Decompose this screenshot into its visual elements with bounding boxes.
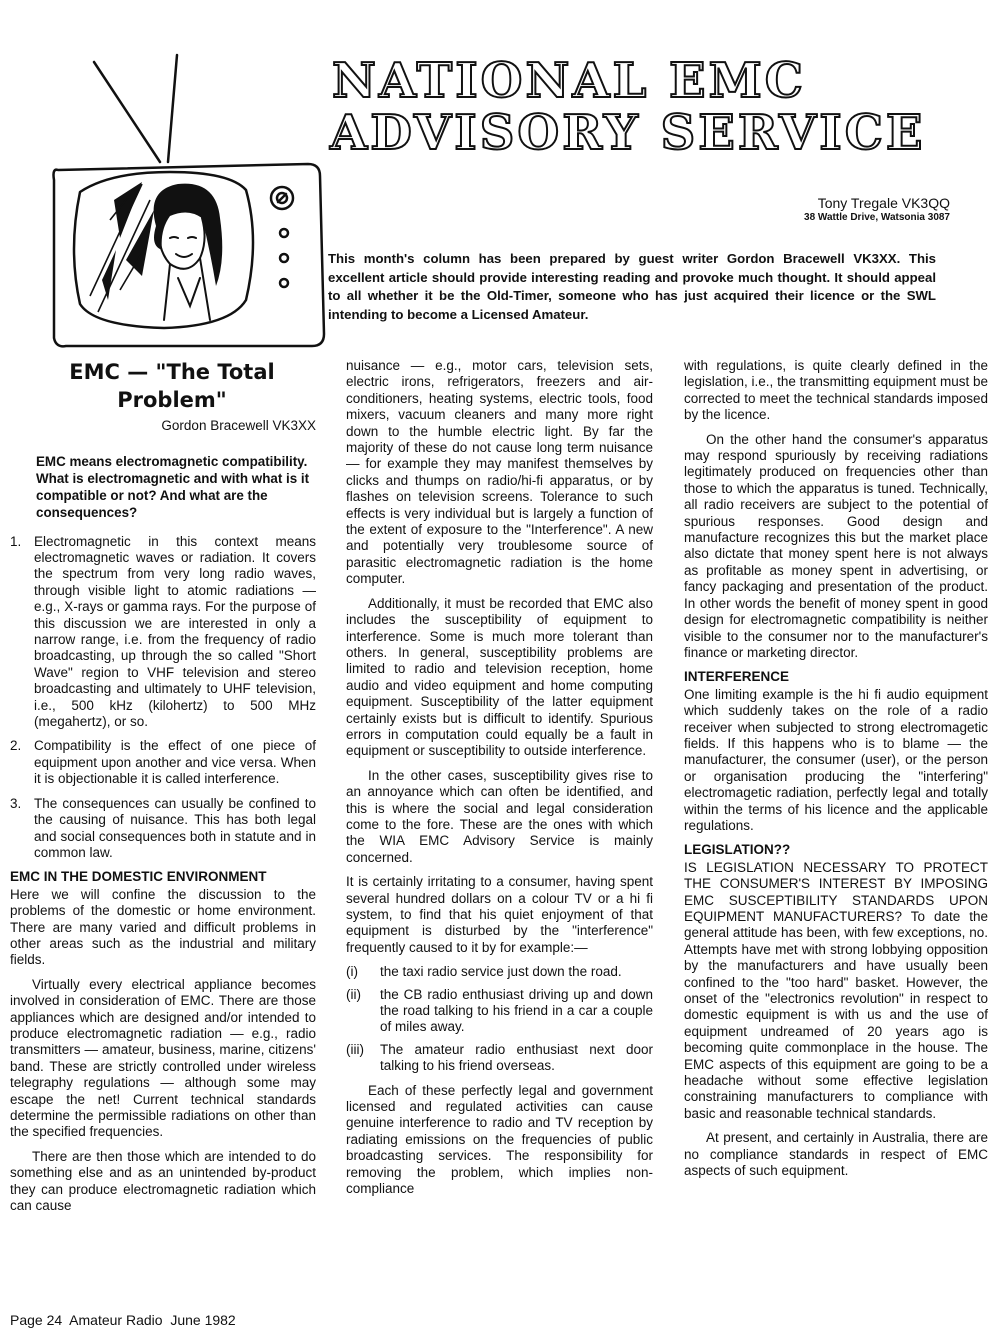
- list-item: [10, 534, 316, 731]
- woman-face: [159, 218, 204, 269]
- list-text: The amateur radio enthusiast next door talking to his friend overseas.: [380, 1041, 653, 1074]
- paragraph: It is certainly irritating to a consumer, having spent several hundred dollars on a colour TV or a hi fi system, to find that his quiet enjoyment of that equipment is disturbed by the "interference" frequently caused to it by for example:—: [346, 874, 653, 955]
- tv-knob: [280, 229, 288, 237]
- list-item: [346, 964, 653, 980]
- list-text: Compatibility is the effect of one piece of equipment upon another and vice versa. When it is objectionable it is called interference.: [34, 738, 316, 787]
- list-number: (i): [346, 964, 358, 980]
- paragraph: Virtually every electrical appliance becomes involved in consideration of EMC. There are those appliances which are designed and/or intended to produce electromagnetic radiation — e.g., radio transmitters — amateur, business, marine, citizens' band. These are strictly controlled under wireless telegraphy regulations — although some may escape the net! Current technical standards determine the permissible radiations on other than the specified frequencies.: [10, 976, 316, 1140]
- column-1: [10, 358, 316, 1222]
- paragraph: nuisance — e.g., motor cars, television sets, electric irons, refrigerators, freezers and air-conditioners, heating systems, electric tools, food mixers, vacuum cleaners and many more right down to the humble electric light. By far the majority of these do not cause long term nuisance — for example they may manifest themselves by clicks and thumps on radio/hi-fi apparatus, or by flashes on television screens. Tolerance to such effects is very individual but is largely a function of the extent of exposure to the "Interference". A new and potentially very troublesome source of parasitic electromagnetic radiation is the home computer.: [346, 358, 653, 587]
- author-address: 38 Wattle Drive, Watsonia 3087: [804, 212, 950, 223]
- column-2: [346, 358, 653, 1206]
- list-number: 3.: [10, 795, 22, 811]
- tv-knob: [280, 279, 288, 287]
- antenna-right: [168, 55, 177, 162]
- list-number: (ii): [346, 986, 361, 1002]
- page-title: [330, 55, 960, 159]
- column-3: [684, 358, 988, 1188]
- paragraph: One limiting example is the hi fi audio equipment which suddenly takes on the role of a radio receiver when subjected to strong electromagetic fields. If this happens who is to blame — the manufacturer, the consumer (user), or the person or organisation producing the "interfering" electromagetic radiation, perfectly legal and totally within the terms of his licence and the applicable regulations.: [684, 686, 988, 833]
- list-number: (iii): [346, 1041, 364, 1057]
- paragraph: Additionally, it must be recorded that EMC also includes the susceptibility of equipment to interference. Some is much more tolerant than others. In general, susceptibility problems are limited to radio and television reception, home audio and video equipment and home computing equipment. Susceptibility of the latter equipment certainly exists but is difficult to identify. Spurious errors in computation could equally be a fault in equipment or susceptibility to outside interference.: [346, 595, 653, 759]
- title-line-1: NATIONAL EMC: [332, 53, 806, 109]
- title-line-2: ADVISORY SERVICE: [330, 105, 926, 161]
- antenna-left: [94, 62, 160, 162]
- list-number: 1.: [10, 533, 22, 549]
- tv-illustration: [50, 50, 330, 350]
- examples-list: [346, 964, 653, 1074]
- list-item: [10, 796, 316, 862]
- woman-hair: [154, 184, 223, 286]
- paragraph: At present, and certainly in Australia, there are no compliance standards in respect of EMC aspects of such equipment.: [684, 1130, 988, 1179]
- article-lead: EMC means electromagnetic compatibility. What is electromagnetic and with what is it compatible or not? And what are the consequences?: [36, 454, 310, 520]
- list-text: Electromagnetic in this context means electromagnetic waves or radiation. It covers the spectrum from very long radio waves, through visible light to atomic radiations — e.g., X-rays or gamma rays. For the purpose of this discussion we are interested in only a narrow range, i.e. from the frequency of radio broadcasting, up through the so called "Short Wave" region to VHF television and stereo broadcasting and ultimately to UHF television, i.e., 500 kHz (kilohertz) to 500 MHz (megahertz), or so.: [34, 533, 316, 730]
- list-item: [10, 738, 316, 787]
- paragraph: Here we will confine the discussion to the problems of the domestic or home environment. There are many varied and difficult problems in other areas such as the industrial and military fields.: [10, 886, 316, 968]
- list-number: 2.: [10, 738, 22, 754]
- paragraph: Each of these perfectly legal and government licensed and regulated activities can cause genuine interference to radio and TV reception by radiating emissions on the frequencies of public broadcasting services. The responsibility for removing the problem, which implies non-compliance: [346, 1082, 653, 1197]
- paragraph: IS LEGISLATION NECESSARY TO PROTECT THE CONSUMER'S INTEREST BY IMPOSING EMC SUSCEPTIBILITY STANDARDS UPON EQUIPMENT MANUFACTURERS? To date the general attitude has been, with few exceptions, no. Attempts have met with strong lobbying opposition by the manufacturers and have usually been confined to the "too hard" basket. However, the onset of the "electronics revolution" in respect to domestic equipment is with us and the use of equipment undreamed of 20 years ago is becoming quite commonplace in the house. The EMC aspects of this equipment are going to be a headache without some effective legislation constraining manufacturers to compliance with basic and reasonable technical standards.: [684, 859, 988, 1121]
- section-heading-legislation: LEGISLATION??: [684, 842, 791, 858]
- paragraph: On the other hand the consumer's apparatus may respond spuriously by receiving radiations legitimately produced on frequencies other than those to which the apparatus is tuned. Technically, all radio receivers are subject to the potential of spurious responses. Good design and manufacture recognizes this but the market place also dictate that money spent here is not always as profitable as money spent in advertising, or fancy packaging and presentation of the product. In other words the benefit of money spent in good design for electromagnetic compatibility is neither visible to the consumer nor to the manufacturer's finance or marketing director.: [684, 431, 988, 660]
- paragraph: In the other cases, susceptibility gives rise to an annoyance which can often be identified, and this is where the social and legal consideration come to the fore. These are the ones with which the WIA EMC Advisory Service is mainly concerned.: [346, 767, 653, 865]
- article-title: EMC — "The Total Problem": [69, 360, 275, 412]
- article-byline: Gordon Bracewell VK3XX: [161, 418, 316, 433]
- list-item: [346, 987, 653, 1036]
- column-author: [804, 195, 950, 223]
- paragraph: There are then those which are intended to do something else and as an unintended by-product they can produce electromagnetic radiation which can cause: [10, 1148, 316, 1214]
- tv-knob: [280, 254, 288, 262]
- paragraph: with regulations, is quite clearly defined in the legislation, i.e., the transmitting equipment must be corrected to meet the technical standards imposed by the licence.: [684, 358, 988, 423]
- intro-paragraph: This month's column has been prepared by guest writer Gordon Bracewell VK3XX. This excellent article should provide interesting reading and provoke much thought. It should appeal to all whether it be the Old-Timer, someone who has just acquired their licence or the SWL intending to become a Licensed Amateur.: [328, 251, 936, 322]
- section-heading-interference: INTERFERENCE: [684, 669, 790, 685]
- list-text: the taxi radio service just down the road.: [380, 964, 622, 980]
- definition-list: [10, 534, 316, 862]
- list-text: The consequences can usually be confined to the causing of nuisance. This has both legal and social consequences both in statute and in common law.: [34, 795, 316, 860]
- section-heading-domestic: EMC IN THE DOMESTIC ENVIRONMENT: [10, 869, 267, 885]
- page-footer: Page 24 Amateur Radio June 1982: [10, 1312, 236, 1328]
- list-item: [346, 1042, 653, 1075]
- list-text: the CB radio enthusiast driving up and down the road talking to his friend in a car a couple of miles away.: [380, 986, 653, 1035]
- author-name: Tony Tregale VK3QQ: [817, 195, 950, 211]
